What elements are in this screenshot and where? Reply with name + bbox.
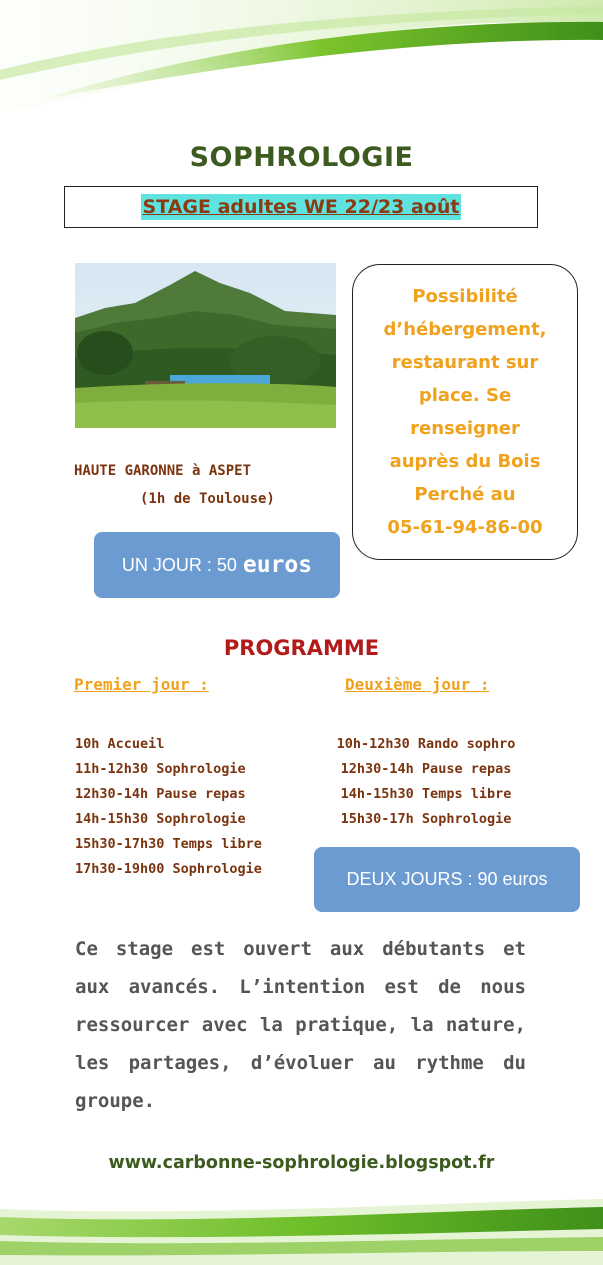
info-line: d’hébergement, <box>383 319 547 340</box>
info-phone: 05-61-94-86-00 <box>387 517 543 538</box>
stage-banner-box <box>64 186 538 228</box>
schedule-item: 15h30-17h Sophrologie <box>340 811 512 827</box>
website-link[interactable]: www.carbonne-sophrologie.blogspot.fr <box>108 1153 495 1173</box>
day1-schedule <box>75 732 262 882</box>
description-paragraph: Ce stage est ouvert aux débutants et aux avancés. L’intention est de nous ressourcer avec la pratique, la nature, les partages, d’évoluer au rythme du groupe. <box>75 938 526 1112</box>
stage-banner: STAGE adultes WE 22/23 août <box>142 196 460 218</box>
info-line: place. Se <box>418 385 512 406</box>
location-text: HAUTE GARONNE à ASPET <box>74 463 252 479</box>
info-line: restaurant sur <box>391 352 539 373</box>
schedule-item: 12h30-14h Pause repas <box>75 786 246 802</box>
schedule-item: 10h Accueil <box>75 736 165 752</box>
info-line: auprès du Bois <box>389 451 541 472</box>
accommodation-info-box <box>352 264 578 560</box>
info-line: Possibilité <box>412 286 518 307</box>
info-line: renseigner <box>410 418 520 439</box>
schedule-item: 15h30-17h30 Temps libre <box>75 836 262 852</box>
bottom-green-swoosh <box>0 1195 603 1265</box>
distance-text: (1h de Toulouse) <box>140 491 275 507</box>
schedule-item: 14h-15h30 Temps libre <box>340 786 512 802</box>
info-line: Perché au <box>414 484 516 505</box>
price-one-day-badge <box>94 532 340 598</box>
schedule-item: 10h-12h30 Rando sophro <box>336 736 516 752</box>
day2-schedule <box>300 732 552 832</box>
schedule-item: 17h30-19h00 Sophrologie <box>75 861 262 877</box>
top-green-swoosh <box>0 0 603 130</box>
schedule-item: 12h30-14h Pause repas <box>340 761 512 777</box>
page-title: SOPHROLOGIE <box>189 142 414 173</box>
price-one-day-unit: euros <box>242 552 313 578</box>
day2-heading: Deuxième jour : <box>345 675 490 694</box>
schedule-item: 14h-15h30 Sophrologie <box>75 811 246 827</box>
price-two-days-badge: DEUX JOURS : 90 euros <box>314 847 580 912</box>
price-one-day-label: UN JOUR : 50 <box>121 554 237 575</box>
landscape-photo <box>75 263 336 428</box>
day1-heading: Premier jour : <box>74 675 209 694</box>
programme-title: PROGRAMME <box>223 636 380 660</box>
schedule-item: 11h-12h30 Sophrologie <box>75 761 246 777</box>
